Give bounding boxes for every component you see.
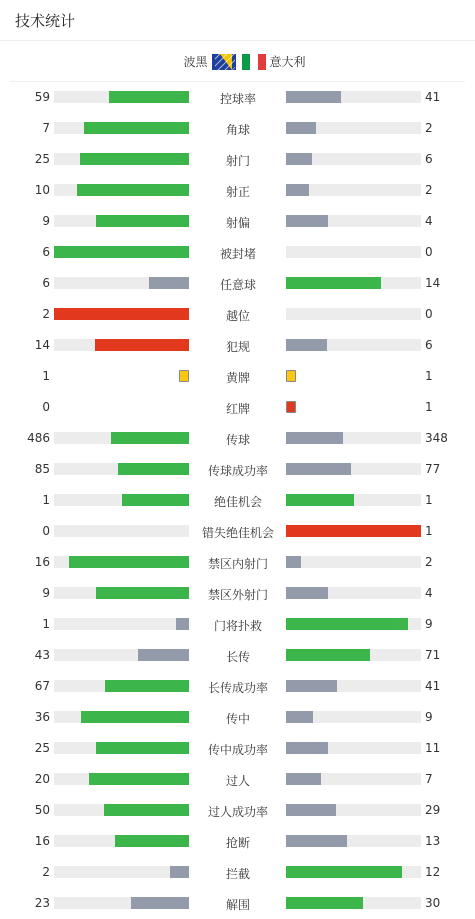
away-bar bbox=[286, 804, 336, 816]
stat-row bbox=[0, 608, 475, 639]
home-stat-value: 20 bbox=[34, 772, 50, 786]
home-bar bbox=[96, 742, 189, 754]
home-bar-track bbox=[54, 122, 189, 134]
stat-row bbox=[0, 515, 475, 546]
home-bar-track bbox=[54, 556, 189, 568]
stat-row bbox=[0, 298, 475, 329]
stat-label: 长传 bbox=[225, 650, 250, 664]
away-bar bbox=[286, 122, 316, 134]
home-stat-value: 23 bbox=[34, 896, 50, 910]
home-stat-value: 67 bbox=[34, 679, 50, 693]
stat-label: 红牌 bbox=[225, 402, 250, 416]
away-bar-track bbox=[286, 308, 421, 320]
away-stat-value: 14 bbox=[425, 276, 441, 290]
home-bar bbox=[54, 246, 189, 258]
stat-row bbox=[0, 670, 475, 701]
stat-row bbox=[0, 422, 475, 453]
home-bar-track bbox=[54, 339, 189, 351]
home-team bbox=[183, 53, 235, 70]
away-bar-track bbox=[286, 463, 421, 475]
away-stat-value: 6 bbox=[425, 152, 433, 166]
stat-label: 射偏 bbox=[225, 216, 250, 230]
stat-row bbox=[0, 887, 475, 918]
home-bar bbox=[105, 680, 189, 692]
away-bar-track bbox=[286, 215, 421, 227]
home-stat-value: 43 bbox=[34, 648, 50, 662]
away-bar bbox=[286, 91, 341, 103]
stat-label: 拦截 bbox=[225, 867, 250, 881]
stat-label: 射门 bbox=[225, 154, 250, 168]
stat-row bbox=[0, 732, 475, 763]
stat-label: 抢断 bbox=[225, 836, 250, 850]
away-bar-track bbox=[286, 680, 421, 692]
away-stat-value: 71 bbox=[425, 648, 441, 662]
home-stat-value: 2 bbox=[42, 865, 50, 879]
home-stat-value: 0 bbox=[42, 400, 50, 414]
away-stat-value: 2 bbox=[425, 555, 433, 569]
stat-label: 角球 bbox=[225, 123, 250, 137]
away-bar bbox=[286, 215, 328, 227]
home-bar-track bbox=[54, 525, 189, 537]
away-bar-track bbox=[286, 835, 421, 847]
home-bar bbox=[96, 587, 189, 599]
away-stat-value: 2 bbox=[425, 183, 433, 197]
italy-flag-icon bbox=[242, 54, 266, 70]
away-bar-track bbox=[286, 773, 421, 785]
stat-label: 传球成功率 bbox=[207, 464, 268, 478]
away-bar bbox=[286, 618, 408, 630]
home-bar-track bbox=[54, 835, 189, 847]
away-stat-value: 9 bbox=[425, 617, 433, 631]
home-stat-value: 9 bbox=[42, 586, 50, 600]
away-stat-value: 1 bbox=[425, 400, 433, 414]
away-stat-value: 4 bbox=[425, 586, 433, 600]
away-bar bbox=[286, 680, 337, 692]
away-bar bbox=[286, 742, 328, 754]
away-bar-track bbox=[286, 556, 421, 568]
home-stat-value: 16 bbox=[34, 834, 50, 848]
home-bar-track bbox=[54, 277, 189, 289]
home-stat-value: 14 bbox=[34, 338, 50, 352]
home-stat-value: 25 bbox=[34, 741, 50, 755]
home-team-name: 波黑 bbox=[183, 55, 208, 69]
stat-row bbox=[0, 205, 475, 236]
home-bar bbox=[176, 618, 190, 630]
away-bar-track bbox=[286, 618, 421, 630]
home-bar-track bbox=[54, 246, 189, 258]
stat-row bbox=[0, 453, 475, 484]
home-bar bbox=[131, 897, 189, 909]
away-bar-track bbox=[286, 587, 421, 599]
away-stat-value: 1 bbox=[425, 493, 433, 507]
away-bar bbox=[286, 494, 354, 506]
away-bar bbox=[286, 556, 301, 568]
away-bar-track bbox=[286, 711, 421, 723]
away-bar-track bbox=[286, 649, 421, 661]
bosnia-flag-icon bbox=[212, 54, 236, 70]
away-stat-value: 30 bbox=[425, 896, 441, 910]
away-stat-value: 11 bbox=[425, 741, 441, 755]
home-bar bbox=[81, 711, 189, 723]
stat-label: 黄牌 bbox=[225, 371, 250, 385]
away-bar bbox=[286, 153, 312, 165]
away-stat-value: 12 bbox=[425, 865, 441, 879]
away-stat-value: 9 bbox=[425, 710, 433, 724]
home-bar-track bbox=[54, 618, 189, 630]
stat-row bbox=[0, 794, 475, 825]
home-bar-track bbox=[54, 215, 189, 227]
home-stat-value: 7 bbox=[42, 121, 50, 135]
away-bar-track bbox=[286, 866, 421, 878]
stat-row bbox=[0, 143, 475, 174]
home-bar-track bbox=[54, 711, 189, 723]
away-stat-value: 29 bbox=[425, 803, 441, 817]
away-bar-track bbox=[286, 897, 421, 909]
away-bar-track bbox=[286, 246, 421, 258]
home-stat-value: 1 bbox=[42, 369, 50, 383]
stat-label: 绝佳机会 bbox=[213, 495, 262, 509]
home-bar-track bbox=[54, 804, 189, 816]
stat-label: 长传成功率 bbox=[207, 681, 268, 695]
away-bar bbox=[286, 587, 328, 599]
away-bar bbox=[286, 835, 347, 847]
home-bar bbox=[122, 494, 190, 506]
stat-row bbox=[0, 825, 475, 856]
home-bar-track bbox=[54, 742, 189, 754]
stat-row bbox=[0, 267, 475, 298]
stat-row bbox=[0, 112, 475, 143]
stat-label: 传中 bbox=[225, 712, 250, 726]
away-bar bbox=[286, 277, 381, 289]
page-title: 技术统计 bbox=[15, 12, 76, 30]
teams-row bbox=[10, 41, 465, 82]
home-bar bbox=[109, 91, 189, 103]
home-stat-value: 59 bbox=[34, 90, 50, 104]
stat-row bbox=[0, 236, 475, 267]
away-stat-value: 7 bbox=[425, 772, 433, 786]
stat-row bbox=[0, 360, 475, 391]
home-stat-value: 25 bbox=[34, 152, 50, 166]
home-bar bbox=[138, 649, 189, 661]
away-bar-track bbox=[286, 804, 421, 816]
away-bar bbox=[286, 525, 421, 537]
away-bar bbox=[286, 463, 351, 475]
stat-label: 越位 bbox=[225, 309, 250, 323]
home-bar-track bbox=[54, 308, 189, 320]
away-bar-track bbox=[286, 742, 421, 754]
home-bar bbox=[170, 866, 189, 878]
away-stat-value: 13 bbox=[425, 834, 441, 848]
stat-label: 禁区外射门 bbox=[207, 588, 268, 602]
home-bar bbox=[118, 463, 190, 475]
away-stat-value: 4 bbox=[425, 214, 433, 228]
stat-row bbox=[0, 484, 475, 515]
stat-label: 传球 bbox=[225, 433, 250, 447]
home-stat-value: 1 bbox=[42, 617, 50, 631]
home-bar bbox=[95, 339, 190, 351]
stat-row bbox=[0, 546, 475, 577]
home-bar-track bbox=[54, 153, 189, 165]
home-bar-track bbox=[54, 494, 189, 506]
away-bar-track bbox=[286, 277, 421, 289]
stat-label: 禁区内射门 bbox=[207, 557, 268, 571]
away-stat-value: 0 bbox=[425, 307, 433, 321]
away-bar-track bbox=[286, 184, 421, 196]
home-bar bbox=[149, 277, 190, 289]
away-bar-track bbox=[286, 153, 421, 165]
home-bar-track bbox=[54, 866, 189, 878]
away-stat-value: 1 bbox=[425, 369, 433, 383]
home-bar-track bbox=[54, 649, 189, 661]
home-bar bbox=[54, 308, 189, 320]
stat-row bbox=[0, 763, 475, 794]
home-stat-value: 50 bbox=[34, 803, 50, 817]
red-card-icon bbox=[286, 401, 296, 413]
away-stat-value: 1 bbox=[425, 524, 433, 538]
away-stat-value: 41 bbox=[425, 679, 441, 693]
home-bar bbox=[96, 215, 189, 227]
stat-row bbox=[0, 701, 475, 732]
away-stat-value: 6 bbox=[425, 338, 433, 352]
stat-row bbox=[0, 577, 475, 608]
away-bar bbox=[286, 866, 402, 878]
stat-label: 传中成功率 bbox=[207, 743, 268, 757]
stat-row bbox=[0, 329, 475, 360]
stat-row bbox=[0, 81, 475, 112]
stat-label: 任意球 bbox=[219, 278, 256, 292]
away-bar-track bbox=[286, 339, 421, 351]
away-team bbox=[242, 53, 306, 70]
home-bar bbox=[80, 153, 189, 165]
home-bar-track bbox=[54, 184, 189, 196]
home-bar bbox=[69, 556, 189, 568]
away-stat-value: 41 bbox=[425, 90, 441, 104]
home-bar-track bbox=[54, 587, 189, 599]
away-stat-value: 2 bbox=[425, 121, 433, 135]
away-bar bbox=[286, 711, 313, 723]
away-stat-value: 0 bbox=[425, 245, 433, 259]
home-stat-value: 6 bbox=[42, 245, 50, 259]
home-bar-track bbox=[54, 897, 189, 909]
home-stat-value: 85 bbox=[34, 462, 50, 476]
home-stat-value: 6 bbox=[42, 276, 50, 290]
home-stat-value: 16 bbox=[34, 555, 50, 569]
stat-label: 解围 bbox=[225, 898, 250, 912]
home-bar-track bbox=[54, 680, 189, 692]
home-stat-value: 0 bbox=[42, 524, 50, 538]
away-bar bbox=[286, 773, 321, 785]
home-stat-value: 2 bbox=[42, 307, 50, 321]
away-bar bbox=[286, 897, 363, 909]
stat-row bbox=[0, 391, 475, 422]
home-stat-value: 486 bbox=[27, 431, 50, 445]
away-stat-value: 77 bbox=[425, 462, 441, 476]
stat-label: 门将扑救 bbox=[213, 619, 262, 633]
yellow-card-icon bbox=[286, 370, 296, 382]
away-bar bbox=[286, 432, 343, 444]
stat-label: 错失绝佳机会 bbox=[201, 526, 274, 540]
home-bar bbox=[89, 773, 189, 785]
home-bar-track bbox=[54, 463, 189, 475]
home-bar bbox=[111, 432, 189, 444]
away-team-name: 意大利 bbox=[269, 55, 306, 69]
home-stat-value: 10 bbox=[34, 183, 50, 197]
yellow-card-icon bbox=[179, 370, 189, 382]
away-bar bbox=[286, 184, 309, 196]
home-stat-value: 36 bbox=[34, 710, 50, 724]
home-bar bbox=[115, 835, 189, 847]
stat-row bbox=[0, 174, 475, 205]
home-stat-value: 9 bbox=[42, 214, 50, 228]
stat-label: 控球率 bbox=[219, 92, 256, 106]
away-bar-track bbox=[286, 122, 421, 134]
stats-header bbox=[0, 0, 475, 41]
home-bar bbox=[84, 122, 189, 134]
home-bar bbox=[77, 184, 189, 196]
stat-label: 射正 bbox=[225, 185, 250, 199]
away-bar bbox=[286, 649, 370, 661]
away-bar-track bbox=[286, 494, 421, 506]
stat-label: 过人成功率 bbox=[207, 805, 268, 819]
home-bar-track bbox=[54, 432, 189, 444]
away-bar-track bbox=[286, 432, 421, 444]
stats-list bbox=[0, 81, 475, 918]
stat-label: 过人 bbox=[225, 774, 250, 788]
away-bar-track bbox=[286, 91, 421, 103]
stat-row bbox=[0, 856, 475, 887]
home-stat-value: 1 bbox=[42, 493, 50, 507]
stat-label: 犯规 bbox=[225, 340, 250, 354]
home-bar bbox=[104, 804, 189, 816]
stat-row bbox=[0, 639, 475, 670]
away-bar bbox=[286, 339, 327, 351]
stat-label: 被封堵 bbox=[219, 247, 256, 261]
away-stat-value: 348 bbox=[425, 431, 448, 445]
home-bar-track bbox=[54, 91, 189, 103]
away-bar-track bbox=[286, 525, 421, 537]
home-bar-track bbox=[54, 773, 189, 785]
